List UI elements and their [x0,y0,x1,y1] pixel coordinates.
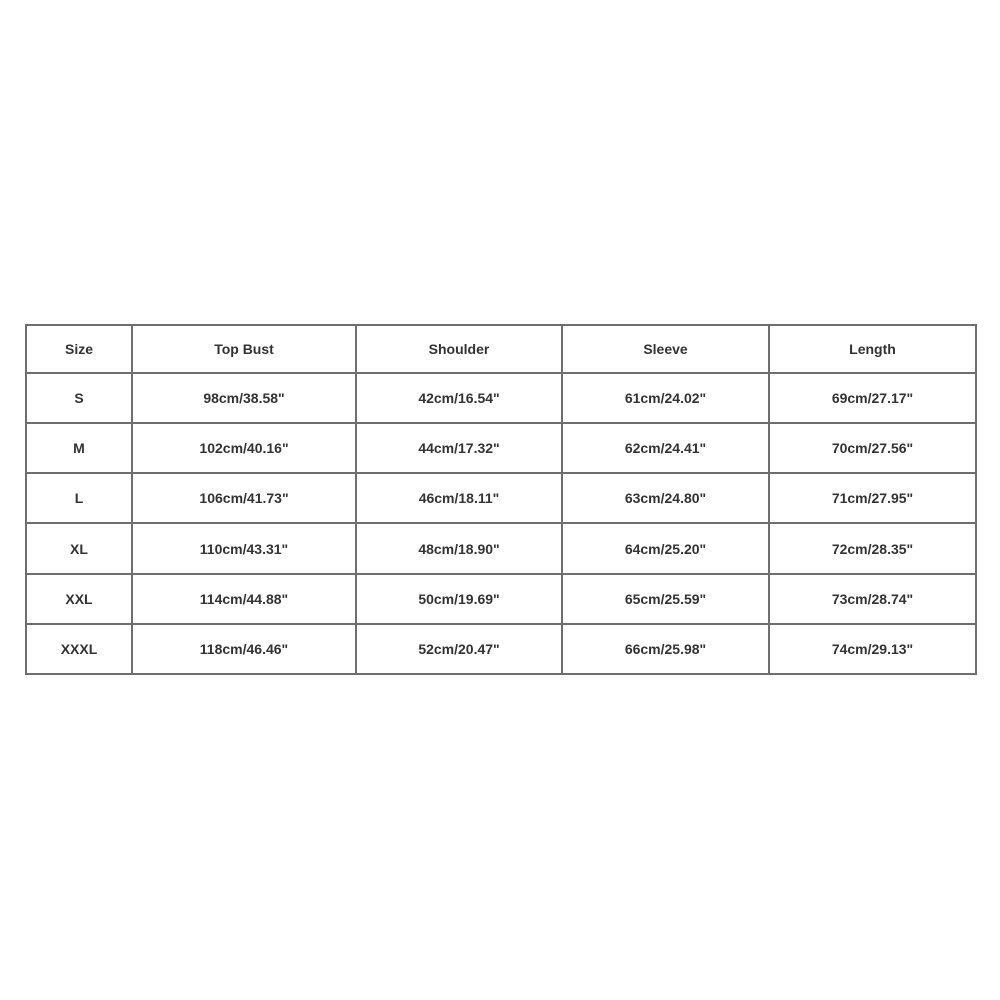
cell-sleeve: 62cm/24.41" [562,423,769,473]
table-row [26,574,976,624]
cell-size: M [26,423,132,473]
header-length: Length [769,325,976,373]
cell-size: XXL [26,574,132,624]
cell-shoulder: 42cm/16.54" [356,373,562,423]
header-sleeve: Sleeve [562,325,769,373]
cell-shoulder: 46cm/18.11" [356,473,562,523]
cell-shoulder: 52cm/20.47" [356,624,562,674]
header-size: Size [26,325,132,373]
cell-shoulder: 48cm/18.90" [356,523,562,573]
cell-length: 73cm/28.74" [769,574,976,624]
cell-top-bust: 118cm/46.46" [132,624,356,674]
header-shoulder: Shoulder [356,325,562,373]
cell-top-bust: 98cm/38.58" [132,373,356,423]
cell-size: S [26,373,132,423]
size-chart-table [25,324,977,675]
cell-shoulder: 50cm/19.69" [356,574,562,624]
header-top-bust: Top Bust [132,325,356,373]
cell-top-bust: 106cm/41.73" [132,473,356,523]
cell-top-bust: 102cm/40.16" [132,423,356,473]
cell-top-bust: 110cm/43.31" [132,523,356,573]
table-header-row [26,325,976,373]
cell-length: 69cm/27.17" [769,373,976,423]
cell-sleeve: 63cm/24.80" [562,473,769,523]
cell-shoulder: 44cm/17.32" [356,423,562,473]
table-row [26,473,976,523]
table-row [26,423,976,473]
cell-length: 74cm/29.13" [769,624,976,674]
cell-sleeve: 65cm/25.59" [562,574,769,624]
table-row [26,624,976,674]
cell-sleeve: 61cm/24.02" [562,373,769,423]
cell-length: 70cm/27.56" [769,423,976,473]
cell-size: XXXL [26,624,132,674]
cell-size: XL [26,523,132,573]
cell-length: 72cm/28.35" [769,523,976,573]
cell-top-bust: 114cm/44.88" [132,574,356,624]
cell-size: L [26,473,132,523]
cell-sleeve: 64cm/25.20" [562,523,769,573]
cell-length: 71cm/27.95" [769,473,976,523]
table-row [26,373,976,423]
cell-sleeve: 66cm/25.98" [562,624,769,674]
table-row [26,523,976,573]
